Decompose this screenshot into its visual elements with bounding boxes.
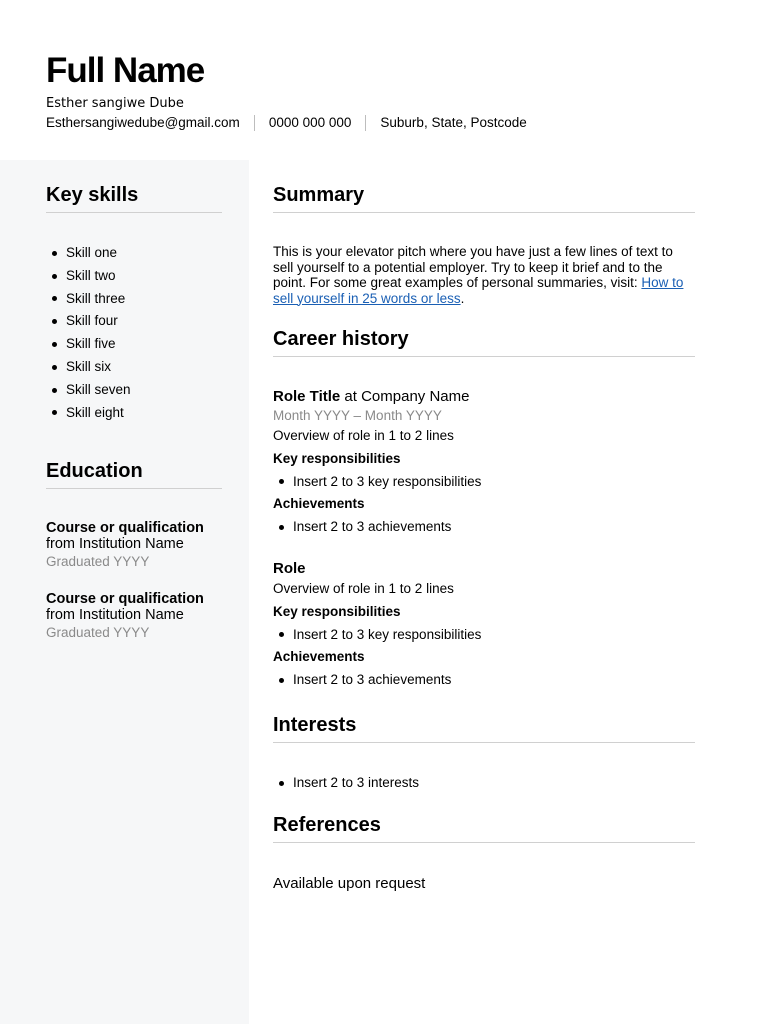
address-text: Suburb, State, Postcode (380, 115, 527, 130)
skill-label: Skill four (66, 313, 118, 329)
email-text: Esthersangiwedube@gmail.com (46, 115, 240, 130)
role-overview: Overview of role in 1 to 2 lines (273, 581, 454, 596)
summary-period: . (460, 290, 465, 306)
candidate-name: Esther sangiwe Dube (46, 96, 184, 111)
bullet-icon (279, 781, 284, 786)
bullet-icon (52, 410, 57, 415)
interests-list (273, 772, 695, 795)
summary-text (273, 244, 695, 306)
role-entry-2 (273, 559, 695, 692)
bullet-icon (52, 342, 57, 347)
skill-item (46, 242, 222, 265)
skill-label: Skill three (66, 290, 126, 306)
skill-item (46, 265, 222, 288)
skill-item (46, 288, 222, 311)
contact-divider (254, 115, 255, 131)
full-name: Full Name (46, 51, 205, 90)
bullet-icon (279, 678, 284, 683)
responsibility-item (273, 471, 695, 494)
skill-item (46, 333, 222, 356)
role-title: Role Title (273, 388, 341, 405)
references-text: Available upon request (273, 875, 426, 892)
summary-heading: Summary (273, 183, 695, 213)
interest-text: Insert 2 to 3 interests (293, 775, 420, 790)
key-skills-heading: Key skills (46, 183, 222, 213)
skill-item (46, 310, 222, 333)
bullet-icon (279, 525, 284, 530)
institution-text: from Institution Name (46, 536, 184, 552)
resume-header (46, 52, 726, 132)
career-history-heading: Career history (273, 327, 695, 357)
role-entry-1 (273, 387, 695, 539)
contact-line (46, 114, 726, 132)
institution-text: from Institution Name (46, 607, 184, 623)
graduated-text: Graduated YYYY (46, 554, 150, 569)
responsibility-text: Insert 2 to 3 key responsibilities (293, 473, 482, 489)
role-dates: Month YYYY – Month YYYY (273, 408, 442, 423)
responsibility-item (273, 624, 695, 647)
summary-section (273, 183, 695, 213)
bullet-icon (279, 632, 284, 637)
achievements-label: Achievements (273, 649, 365, 665)
bullet-icon (52, 365, 57, 370)
achievement-text: Insert 2 to 3 achievements (293, 672, 452, 688)
role-header (273, 559, 695, 578)
sidebar (0, 160, 249, 1024)
company-name: at Company Name (340, 388, 470, 405)
education-entry (46, 520, 222, 571)
role-title: Role (273, 560, 306, 577)
skill-label: Skill eight (66, 404, 124, 420)
bullet-icon (52, 388, 57, 393)
skill-label: Skill five (66, 336, 116, 352)
graduated-text: Graduated YYYY (46, 625, 150, 640)
bullet-icon (52, 274, 57, 279)
responsibilities-label: Key responsibilities (273, 450, 401, 466)
achievement-text: Insert 2 to 3 achievements (293, 519, 452, 535)
role-overview: Overview of role in 1 to 2 lines (273, 428, 454, 443)
education-entry (46, 591, 222, 642)
interest-item (273, 772, 695, 795)
interests-section (273, 713, 695, 743)
achievement-item (273, 516, 695, 539)
references-heading: References (273, 813, 695, 843)
references-section (273, 813, 695, 843)
bullet-icon (52, 296, 57, 301)
skill-label: Skill seven (66, 381, 131, 397)
skill-label: Skill six (66, 358, 112, 374)
phone-text: 0000 000 000 (268, 115, 352, 130)
course-title: Course or qualification (46, 591, 204, 607)
education-heading: Education (46, 459, 222, 489)
contact-divider (365, 115, 366, 131)
skills-list (46, 242, 222, 424)
responsibility-text: Insert 2 to 3 key responsibilities (293, 626, 482, 642)
skill-item (46, 379, 222, 402)
interests-heading: Interests (273, 713, 695, 743)
course-title: Course or qualification (46, 520, 204, 536)
skill-item (46, 402, 222, 425)
achievement-item (273, 669, 695, 692)
bullet-icon (52, 251, 57, 256)
skill-label: Skill two (66, 267, 116, 283)
bullet-icon (279, 479, 284, 484)
role-header (273, 387, 695, 406)
summary-body: This is your elevator pitch where you have just a few lines of text to sell yourself to a potential employer. Try to keep it brief and to the point. For some great examples of personal summaries, visit: (273, 244, 673, 290)
responsibilities-label: Key responsibilities (273, 603, 401, 619)
skill-item (46, 356, 222, 379)
bullet-icon (52, 319, 57, 324)
career-section (273, 327, 695, 357)
summary-link[interactable]: How to sell yourself in 25 words or less (273, 275, 684, 306)
skill-label: Skill one (66, 245, 118, 260)
achievements-label: Achievements (273, 496, 365, 512)
